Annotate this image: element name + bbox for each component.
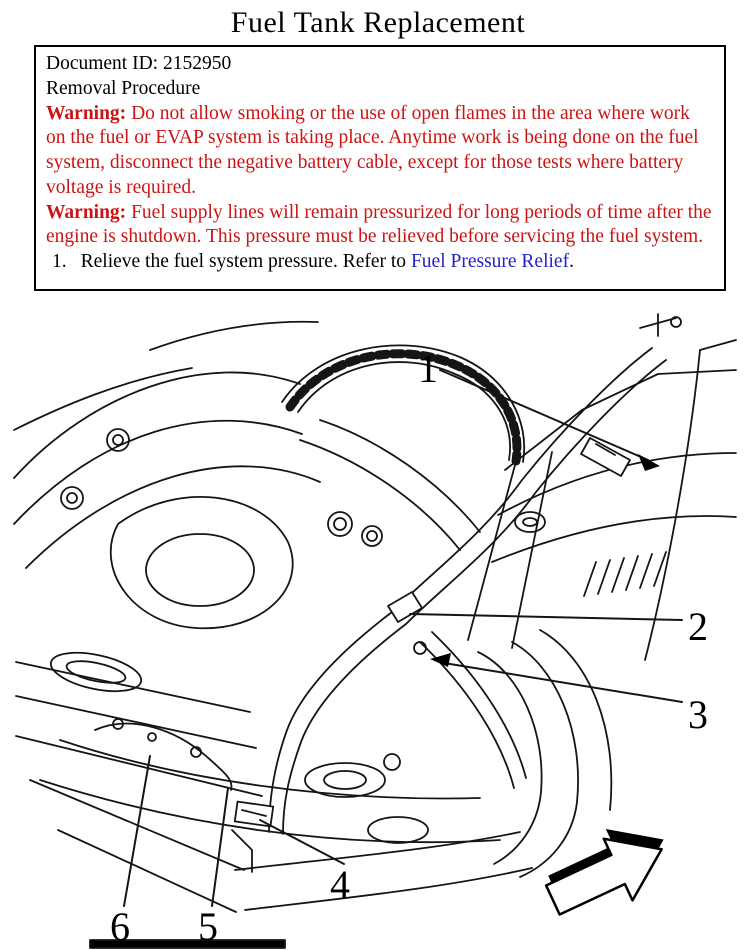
callout-2-leader	[410, 614, 682, 620]
warning-1-text: Do not allow smoking or the use of open flames in the area where work on the fuel or EVAP system is taking place. Anytime work is being done on the fuel system, disconnect the negative battery cable, except for those tests where battery voltage is required.	[46, 102, 699, 198]
callout-1-label: 1	[418, 346, 438, 391]
callout-3-label: 3	[688, 692, 708, 737]
floor-frame-rails	[16, 646, 532, 948]
wheelhouse-panel-lines	[14, 322, 480, 629]
callout-1-leader	[440, 370, 648, 460]
step-1-suffix: .	[569, 251, 574, 272]
warning-2-label: Warning:	[46, 201, 127, 223]
warning-paragraph-1	[46, 102, 714, 201]
callout-4-leader	[260, 820, 344, 864]
callout-6-leader	[124, 756, 150, 906]
document-id: Document ID: 2152950	[46, 53, 232, 74]
bottom-bracket	[232, 802, 273, 872]
warning-2-text: Fuel supply lines will remain pressurized for long periods of time after the engine is shutdown. This pressure must be relieved before servicing the fuel system.	[46, 201, 712, 248]
page-title: Fuel Tank Replacement	[230, 6, 526, 39]
callout-6-label: 6	[110, 904, 130, 949]
callout-5-leader	[212, 788, 228, 906]
fuel-pressure-relief-link[interactable]: Fuel Pressure Relief	[410, 251, 570, 272]
callout-2-label: 2	[688, 604, 708, 649]
warning-paragraph-2	[46, 201, 714, 251]
fuel-tank-diagram	[0, 310, 756, 950]
direction-arrow	[535, 809, 681, 931]
callout-5-label: 5	[198, 904, 218, 949]
underbody-line-art	[14, 314, 736, 948]
warning-1-label: Warning:	[46, 102, 127, 124]
trunk-seal-band	[282, 345, 524, 462]
fuel-tank-diagram-svg	[0, 310, 756, 950]
callout-4-label: 4	[330, 862, 350, 907]
step-1-number: 1.	[52, 251, 67, 272]
procedure-text-box	[34, 45, 726, 291]
hose-and-clamps	[95, 719, 232, 790]
callout-3-leader	[444, 663, 682, 702]
procedure-name: Removal Procedure	[46, 77, 201, 99]
step-1-text: Relieve the fuel system pressure. Refer to	[80, 251, 411, 272]
grommets	[61, 429, 545, 546]
step-1	[46, 250, 714, 275]
